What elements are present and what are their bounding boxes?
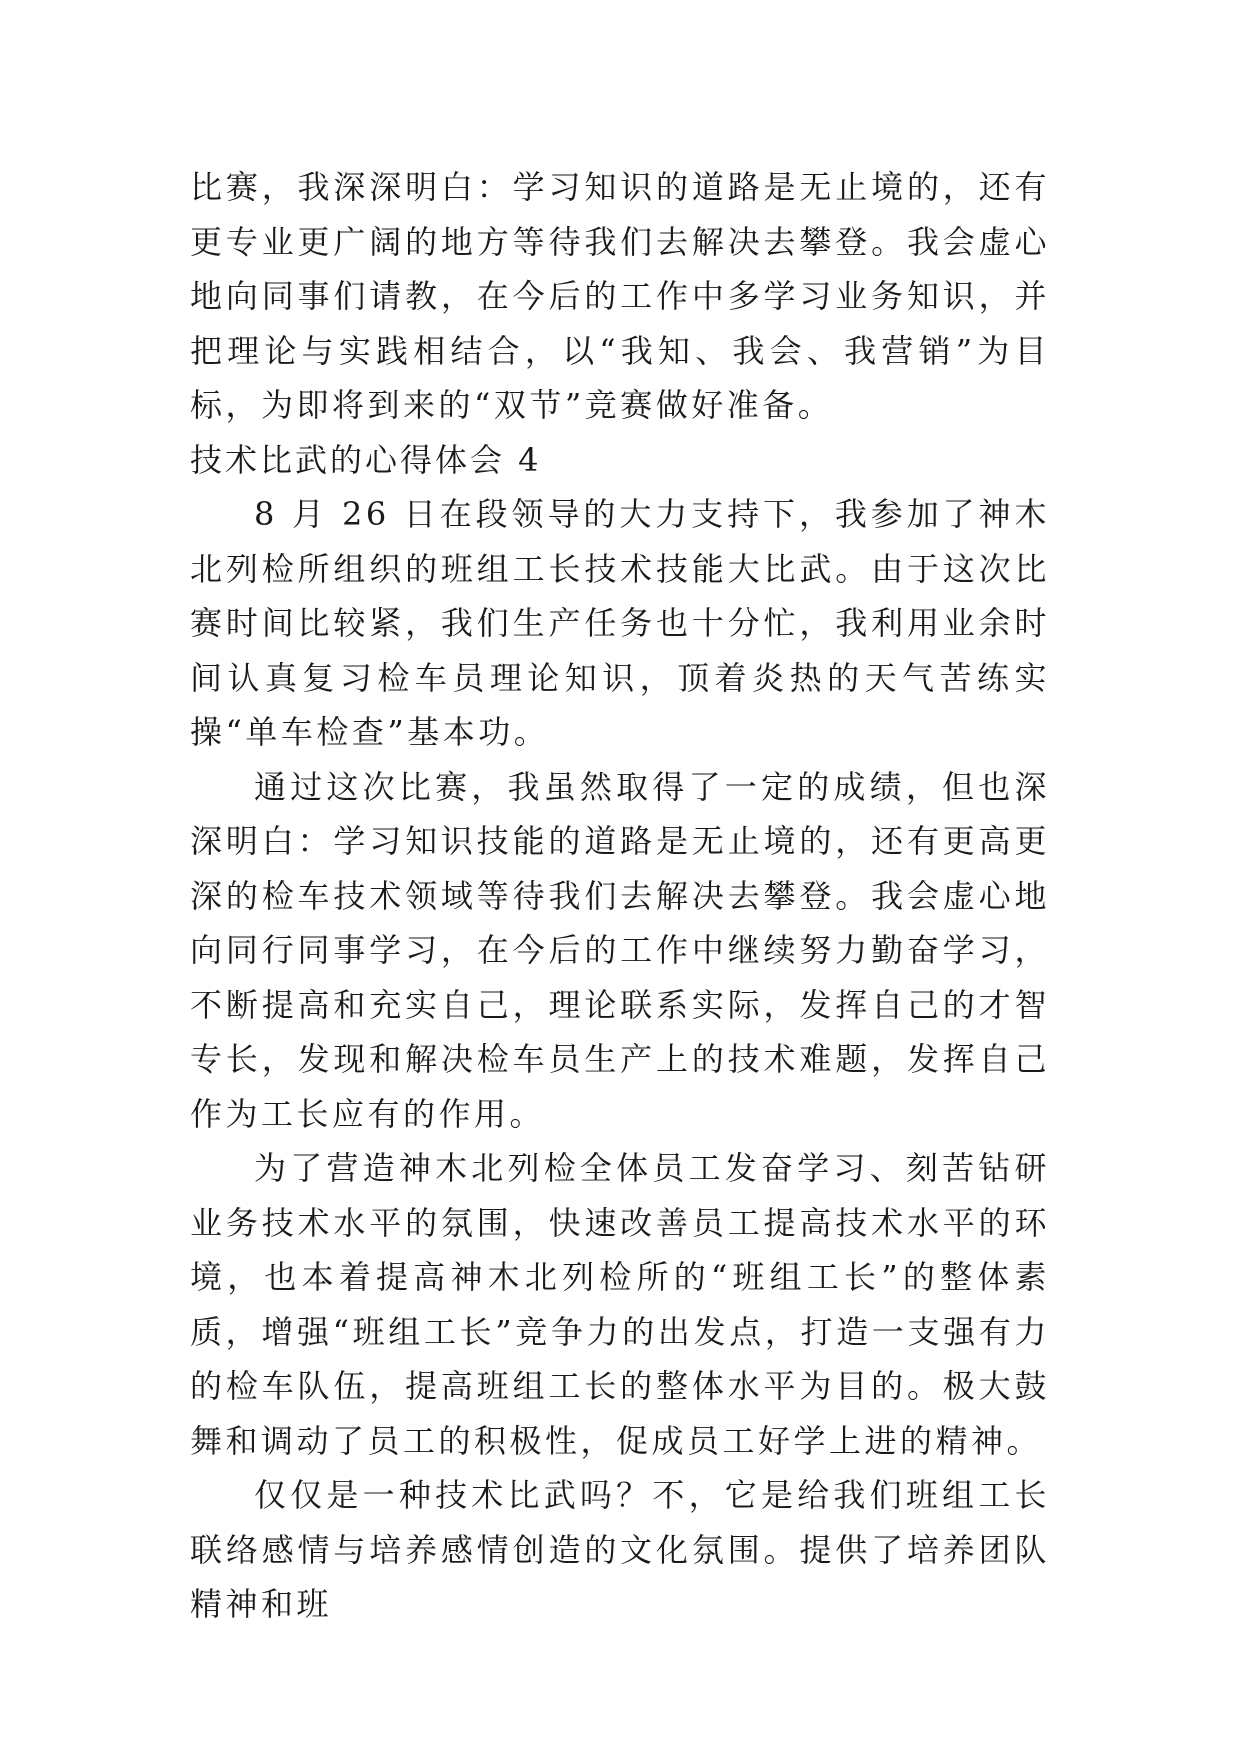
paragraph: 通过这次比赛，我虽然取得了一定的成绩，但也深深明白：学习知识技能的道路是无止境的，还有更高更深的检车技术领域等待我们去解决去攀登。我会虚心地向同行同事学习，在今后的工作中继续努力勤奋学习，不断提高和充实自己，理论联系实际，发挥自己的才智专长，发现和解决检车员生产上的技术难题，发挥自己作为工长应有的作用。 xyxy=(190,767,1050,1133)
paragraph: 为了营造神木北列检全体员工发奋学习、刻苦钻研业务技术水平的氛围，快速改善员工提高技术水平的环境，也本着提高神木北列检所的“班组工长”的整体素质，增强“班组工长”竞争力的出发点，打造一支强有力的检车队伍，提高班组工长的整体水平为目的。极大鼓舞和调动了员工的积极性，促成员工好学上进的精神。 xyxy=(190,1149,1050,1460)
paragraph-continued: 比赛，我深深明白：学习知识的道路是无止境的，还有更专业更广阔的地方等待我们去解决去攀登。我会虚心地向同事们请教，在今后的工作中多学习业务知识，并把理论与实践相结合，以“我知、我会、我营销”为目标，为即将到来的“双节”竞赛做好准备。 xyxy=(190,168,1050,424)
document-body xyxy=(190,160,1050,1632)
paragraph-truncated: 仅仅是一种技术比武吗？不，它是给我们班组工长联络感情与培养感情创造的文化氛围。提供了培养团队精神和班 xyxy=(190,1476,1050,1623)
paragraph: 8 月 26 日在段领导的大力支持下，我参加了神木北列检所组织的班组工长技术技能大比武。由于这次比赛时间比较紧，我们生产任务也十分忙，我利用业余时间认真复习检车员理论知识，顶着炎热的天气苦练实操“单车检查”基本功。 xyxy=(190,495,1050,751)
section-heading: 技术比武的心得体会 4 xyxy=(190,440,542,479)
